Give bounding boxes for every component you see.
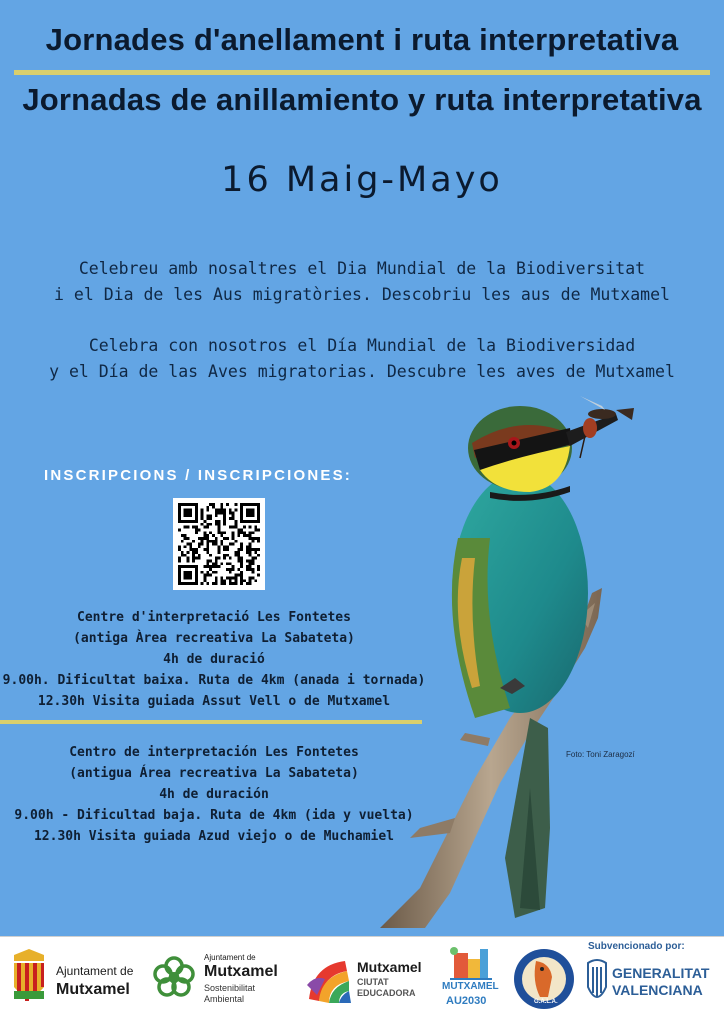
intro-spanish	[0, 333, 724, 385]
rainbow-hands-icon	[305, 955, 353, 1005]
info-catalan-line: 12.30h Visita guiada Assut Vell o de Mutxamel	[37, 694, 391, 709]
intro-catalan-line: Celebreu amb nosaltres el Dia Mundial de la Biodiversitat	[78, 259, 646, 278]
logo-text: Mutxamel	[204, 963, 278, 980]
bee-eater-bird-icon	[380, 388, 660, 928]
flower-icon	[152, 955, 196, 999]
info-catalan-line: Centre d'interpretació Les Fontetes	[77, 610, 351, 625]
logo-text: Sostenibilitat	[204, 983, 256, 993]
logo-text: Mutxamel	[56, 981, 130, 998]
logo-text: GENERALITAT	[612, 965, 710, 981]
generalitat-emblem-icon	[586, 957, 608, 1009]
info-spanish-line: 4h de duración	[159, 787, 269, 802]
info-catalan-line: 4h de duració	[163, 652, 265, 667]
event-date: 16 Maig-Mayo	[221, 160, 503, 200]
intro-catalan-line: i el Dia de les Aus migratòries. Descobriu les aus de Mutxamel	[54, 285, 670, 304]
title-catalan: Jornades d'anellament i ruta interpretativa	[45, 22, 679, 57]
logo-text: CIUTAT	[357, 977, 389, 987]
registration-label: INSCRIPCIONS / INSCRIPCIONES:	[44, 467, 352, 484]
logo-text: Ajuntament de	[56, 964, 134, 978]
logo-text: AU2030	[446, 995, 487, 1007]
info-divider	[0, 720, 422, 724]
intro-catalan	[0, 256, 724, 308]
logo-text: G.A.L.A.	[534, 999, 558, 1005]
ciutat-educadora-logo[interactable]	[303, 937, 433, 1024]
logo-text: Ajuntament de	[204, 953, 256, 962]
gala-badge-icon	[512, 941, 576, 1019]
mutxamel-sostenibilitat-logo[interactable]	[150, 937, 300, 1024]
title-spanish: Jornadas de anillamiento y ruta interpretativa	[22, 82, 702, 117]
town-illustration-icon	[446, 943, 496, 981]
photo-credit: Foto: Toni Zaragozí	[566, 750, 635, 759]
footer-logos	[0, 936, 724, 1024]
generalitat-valenciana-logo[interactable]	[582, 937, 722, 1024]
intro-spanish-line: Celebra con nosotros el Día Mundial de la Biodiversidad	[88, 336, 636, 355]
qr-code-icon[interactable]	[173, 498, 265, 590]
info-spanish-line: (antigua Área recreativa La Sabateta)	[69, 766, 359, 781]
info-catalan	[0, 607, 428, 712]
logo-text: MUTXAMEL	[442, 981, 499, 992]
logo-text: Mutxamel	[357, 959, 422, 975]
mutxamel-au2030-logo[interactable]	[436, 937, 506, 1024]
intro-spanish-line: y el Día de las Aves migratorias. Descubre les aves de Mutxamel	[49, 362, 675, 381]
title-divider	[14, 70, 710, 75]
info-catalan-line: (antiga Àrea recreativa La Sabateta)	[73, 631, 355, 646]
info-spanish	[0, 742, 428, 847]
ajuntament-mutxamel-logo[interactable]	[8, 937, 148, 1024]
info-spanish-line: 9.00h - Dificultad baja. Ruta de 4km (ida y vuelta)	[14, 808, 414, 823]
info-spanish-line: 12.30h Visita guiada Azud viejo o de Muchamiel	[33, 829, 395, 844]
coat-of-arms-icon	[10, 947, 48, 1009]
subsidized-label: Subvencionado por:	[588, 941, 685, 952]
gala-logo[interactable]	[510, 937, 578, 1024]
info-catalan-line: 9.00h. Dificultat baixa. Ruta de 4km (anada i tornada)	[2, 673, 426, 688]
logo-text: VALENCIANA	[612, 982, 703, 998]
logo-text: EDUCADORA	[357, 988, 416, 998]
info-spanish-line: Centro de interpretación Les Fontetes	[69, 745, 359, 760]
logo-text: Ambiental	[204, 994, 245, 1004]
